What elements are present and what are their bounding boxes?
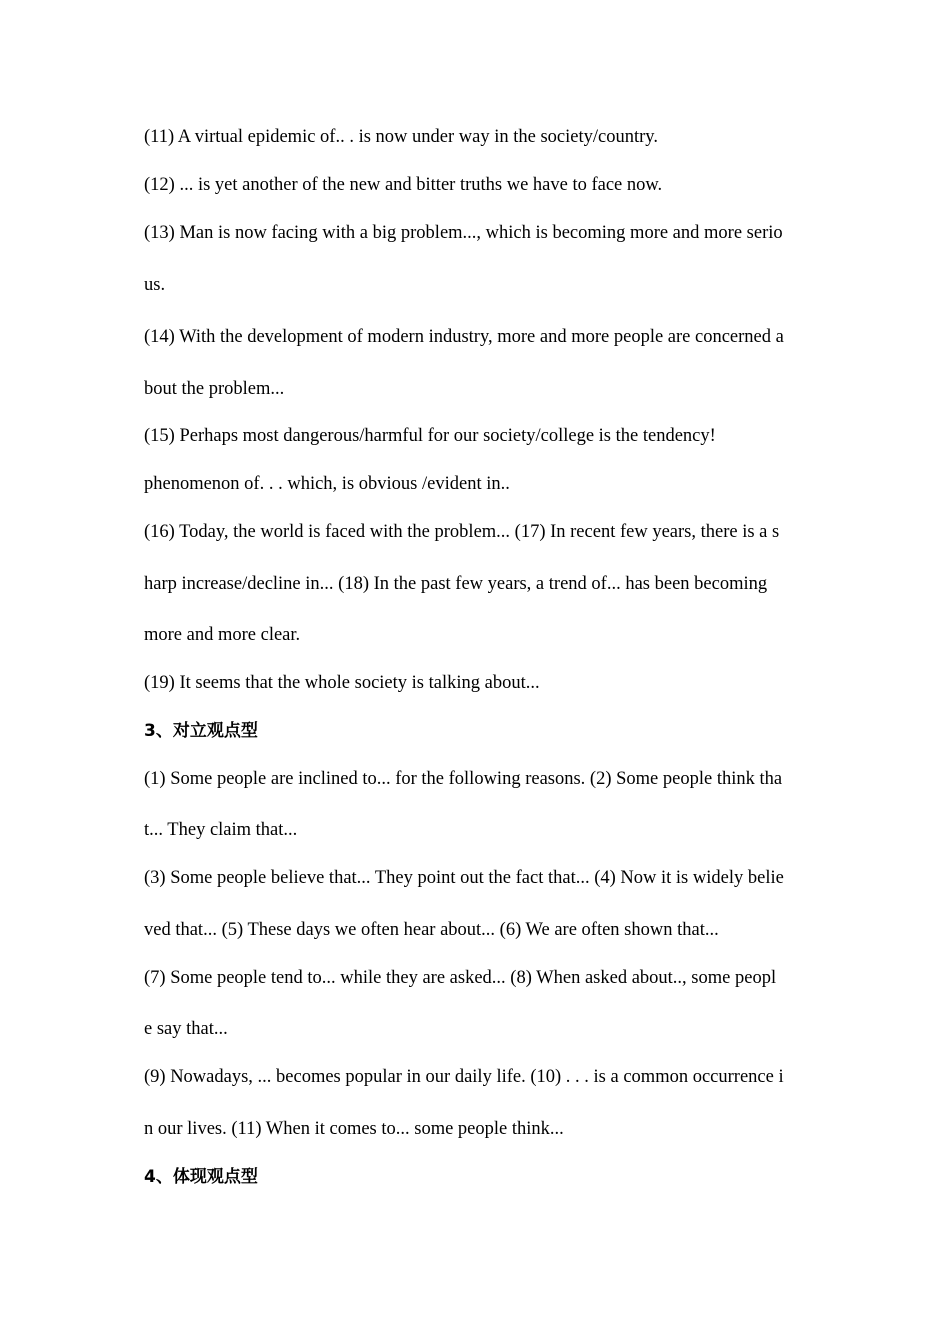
- text-line: n our lives. (11) When it comes to... some people think...: [144, 1119, 564, 1139]
- text-line: (16) Today, the world is faced with the problem... (17) In recent few years, there is a s: [144, 522, 780, 542]
- text-line: (13) Man is now facing with a big problem..., which is becoming more and more serio: [144, 223, 783, 243]
- text-line: harp increase/decline in... (18) In the past few years, a trend of... has been becoming: [144, 574, 768, 594]
- text-line: phenomenon of. . . which, is obvious /evident in..: [144, 474, 510, 494]
- text-line: (1) Some people are inclined to... for the following reasons. (2) Some people think tha: [144, 769, 783, 789]
- text-line: e say that...: [144, 1019, 228, 1039]
- text-line: (3) Some people believe that... They point out the fact that... (4) Now it is widely belie: [144, 868, 784, 888]
- section-heading: 3、对立观点型: [144, 721, 258, 741]
- text-line: (14) With the development of modern industry, more and more people are concerned a: [144, 327, 784, 347]
- text-line: (12) ... is yet another of the new and bitter truths we have to face now.: [144, 175, 663, 195]
- text-line: (9) Nowadays, ... becomes popular in our daily life. (10) . . . is a common occurrence i: [144, 1067, 784, 1087]
- text-line: (11) A virtual epidemic of.. . is now under way in the society/country.: [144, 127, 658, 147]
- text-line: (19) It seems that the whole society is talking about...: [144, 673, 540, 693]
- text-line: (15) Perhaps most dangerous/harmful for our society/college is the tendency!: [144, 426, 716, 446]
- text-line: (7) Some people tend to... while they are asked... (8) When asked about.., some peopl: [144, 968, 777, 988]
- text-line: more and more clear.: [144, 625, 301, 645]
- text-line: ved that... (5) These days we often hear about... (6) We are often shown that...: [144, 920, 719, 940]
- text-line: us.: [144, 275, 166, 295]
- section-heading: 4、体现观点型: [144, 1167, 258, 1187]
- text-line: bout the problem...: [144, 379, 285, 399]
- text-line: t... They claim that...: [144, 820, 298, 840]
